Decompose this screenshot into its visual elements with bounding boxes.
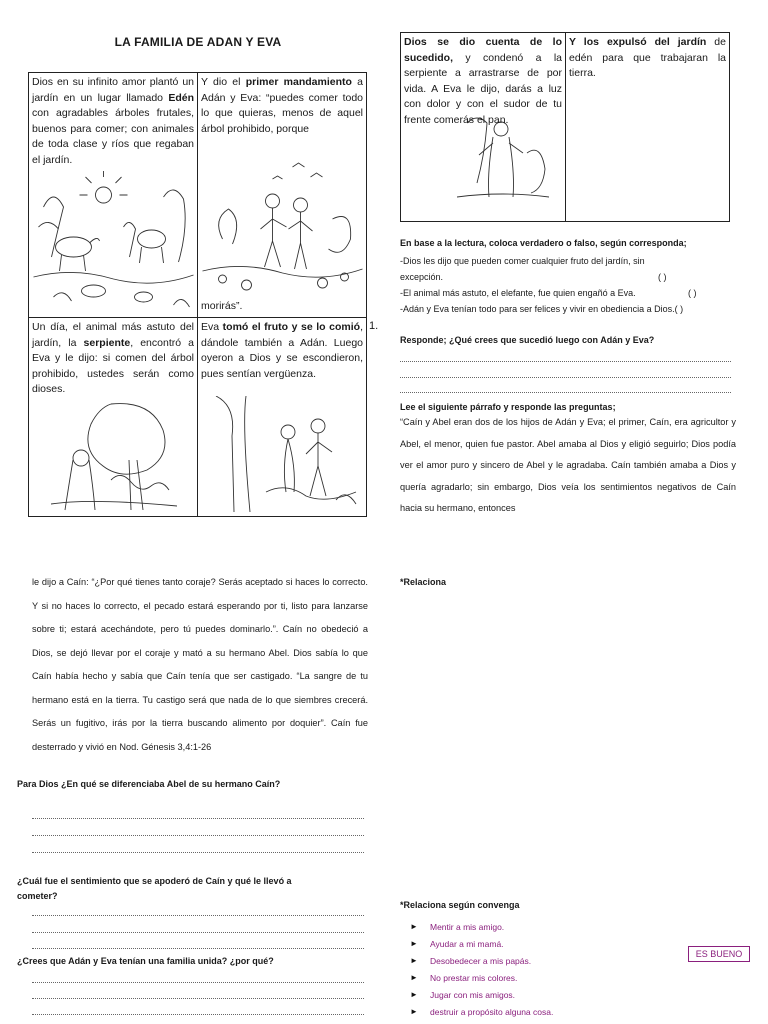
- es-bueno-badge[interactable]: ES BUENO: [688, 946, 750, 962]
- question-3: ¿Crees que Adán y Eva tenían una familia unida? ¿por qué?: [17, 956, 274, 966]
- answer-line[interactable]: [32, 1014, 364, 1015]
- list-item[interactable]: ► Jugar con mis amigos.: [410, 989, 516, 1000]
- tf-item-3[interactable]: -Adán y Eva tenían todo para ser felices y vivir en obediencia a Dios.( ): [400, 304, 684, 314]
- tf-heading: En base a la lectura, coloca verdadero o falso, según corresponda;: [400, 238, 687, 248]
- page-title: LA FAMILIA DE ADAN Y EVA: [114, 35, 282, 49]
- arrow-icon: ►: [410, 956, 418, 965]
- answer-line[interactable]: [400, 377, 731, 378]
- number-marker: 1.: [369, 320, 379, 332]
- answer-line[interactable]: [400, 392, 731, 393]
- list-item[interactable]: ► No prestar mis colores.: [410, 972, 518, 983]
- story-table-left: [28, 72, 367, 517]
- cell-first-commandment: Y dio el primer mandamiento a Adán y Eva: “puedes comer todo lo que quieras, menos de aquel árbol prohibido, porque morirás”.: [198, 73, 367, 318]
- arrow-icon: ►: [410, 1007, 418, 1016]
- reading-continuation: le dijo a Caín: “¿Por qué tienes tanto coraje? Serás aceptado si haces lo correcto. Y si no haces lo correcto, el pecado estará esperando por ti, listo para lanzarse sobre ti; estará acechándote, pero tú puedes dominarlo.”. Caín no obedeció a Dios, se dejó llevar por el coraje y mató a su hermano Abel. Dios sabía lo que Caín había hecho y sabía que Caín tenía que ser castigado. “La sangre de tu hermano está en la tierra. Tu castigo será que nada de lo que siembres crecerá. Serás un fugitivo, irás por la tierra buscando alimento por doquier”. Caín fue desterrado y vivió en Nod. Génesis 3,4:1-26: [32, 577, 368, 752]
- answer-line[interactable]: [400, 361, 731, 362]
- reading-paragraph: “Caín y Abel eran dos de los hijos de Adán y Eva; el primer, Caín, era agricultor y Abel, el menor, quien fue pastor. Abel amaba al Dios y eligió seguirlo; Dios podía ver el amor puro y sincero de Abel y le agradaba. Caín también amaba a Dios y quería agradarlo; sin embargo, Dios veía los sentimientos negativos de Caín hacia su hermano, entonces: [400, 417, 736, 513]
- question-1: Para Dios ¿En qué se diferenciaba Abel de su hermano Caín?: [17, 779, 281, 789]
- list-item[interactable]: ► Mentir a mis amigo.: [410, 921, 505, 932]
- responde-question: Responde; ¿Qué crees que sucedió luego con Adán y Eva?: [400, 335, 655, 345]
- answer-line[interactable]: [32, 998, 364, 999]
- relaciona-list: [410, 918, 690, 1020]
- relaciona-heading: *Relaciona según convenga: [400, 900, 520, 910]
- arrow-icon: ►: [410, 939, 418, 948]
- cell-fruit: Eva tomó el fruto y se lo comió, dándole también a Adán. Luego oyeron a Dios y se escondieron, pues sentían vergüenza.: [198, 318, 367, 517]
- garden-animals-illustration: [33, 167, 194, 315]
- tf-item-1: -Dios les dijo que pueden comer cualquier fruto del jardín, sin: [400, 256, 645, 266]
- tf-answer-1[interactable]: ( ): [658, 272, 667, 282]
- answer-line[interactable]: [32, 915, 364, 916]
- cell-eden: Dios en su infinito amor plantó un jardín en un lugar llamado Edén con agradables árboles frutales, buenos para comer; con animales de toda clase y ríos que regaban el jardín.: [29, 73, 198, 318]
- answer-line[interactable]: [32, 852, 364, 853]
- cell-expulsion: Y los expulsó del jardín de edén para que trabajaran la tierra.: [566, 33, 730, 222]
- relaciona-label: *Relaciona: [400, 577, 447, 587]
- arrow-icon: ►: [410, 973, 418, 982]
- question-2: ¿Cuál fue el sentimiento que se apoderó de Caín y qué le llevó a: [17, 876, 292, 886]
- answer-line[interactable]: [32, 835, 364, 836]
- adam-eve-tree-illustration: [202, 149, 363, 297]
- list-item[interactable]: ► Desobedecer a mis papás.: [410, 955, 532, 966]
- answer-line[interactable]: [32, 818, 364, 819]
- lee-heading: Lee el siguiente párrafo y responde las preguntas;: [400, 402, 616, 412]
- tf-item-1b: excepción.: [400, 272, 444, 282]
- eve-serpent-illustration: [51, 400, 177, 512]
- answer-line[interactable]: [32, 948, 364, 949]
- tf-item-2: -El animal más astuto, el elefante, fue quien engañó a Eva.: [400, 288, 636, 298]
- cell-consequence: Dios se dio cuenta de lo sucedido, y condenó a la serpiente a arrastrarse de por vida. A Eva le dijo, darás a luz con dolor y con el sudor de tu frente comerás el pan.: [401, 33, 566, 222]
- story-table-right: [400, 32, 730, 222]
- arrow-icon: ►: [410, 922, 418, 931]
- list-item[interactable]: ► Ayudar a mi mamá.: [410, 938, 504, 949]
- list-item[interactable]: ► destruir a propósito alguna cosa.: [410, 1006, 554, 1017]
- answer-line[interactable]: [32, 932, 364, 933]
- question-2-cont: cometer?: [17, 891, 58, 901]
- adam-eve-hiding-illustration: [206, 396, 361, 512]
- answer-line[interactable]: [32, 982, 364, 983]
- cell-serpent: Un día, el animal más astuto del jardín, la serpiente, encontró a Eva y le dijo: si comen del árbol prohibido, ustedes serán como dioses.: [29, 318, 198, 517]
- tf-answer-2[interactable]: ( ): [688, 288, 697, 298]
- arrow-icon: ►: [410, 990, 418, 999]
- cell-2-ending: morirás”.: [201, 299, 243, 312]
